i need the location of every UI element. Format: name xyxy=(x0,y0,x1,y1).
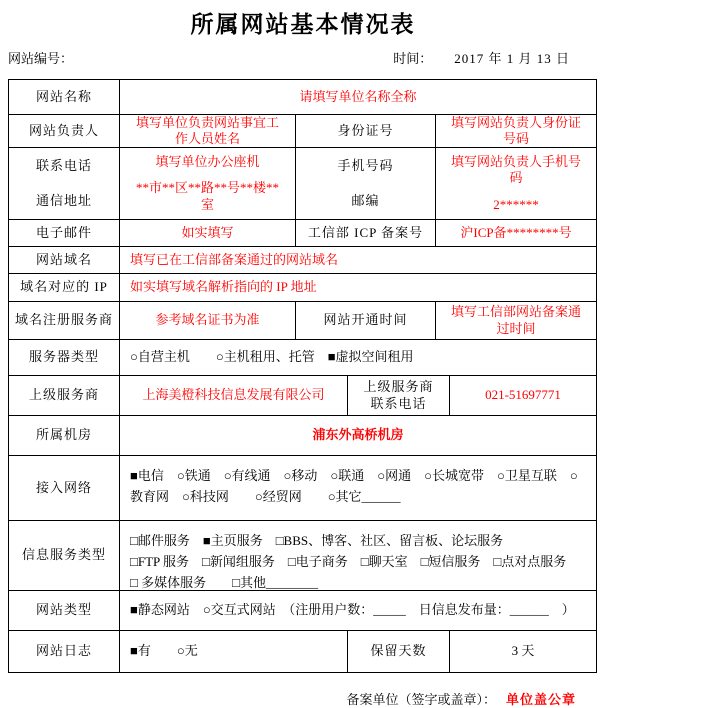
domain-ip-value: 如实填写域名解析指向的 IP 地址 xyxy=(119,274,596,301)
row-site-manager xyxy=(9,114,596,147)
retention-days-label: 保留天数 xyxy=(347,631,449,672)
provider-phone-label: 上级服务商联系电话 xyxy=(347,376,449,415)
row-domain xyxy=(9,246,596,273)
site-type-options: ■静态网站 ○交互式网站 （注册用户数：_____ 日信息发布量：______ ） xyxy=(119,591,596,630)
id-number-value: 填写网站负责人身份证号码 xyxy=(435,115,596,147)
manager-name-value: 填写单位负责网站事宜工作人员姓名 xyxy=(119,115,295,147)
option-line: ■电信 ○铁通 ○有线通 ○移动 ○联通 ○网通 ○长城宽带 ○卫星互联 ○ xyxy=(130,468,578,483)
row-site-type xyxy=(9,590,596,630)
page-title: 所属网站基本情况表 xyxy=(190,12,416,37)
row-label: 域名对应的 IP xyxy=(20,279,108,295)
mobile-value: 填写网站负责人手机号码 xyxy=(450,154,581,186)
row-label: 所属机房 xyxy=(35,427,92,443)
postcode-label: 邮编 xyxy=(351,192,380,208)
icp-label: 工信部 ICP 备案号 xyxy=(295,220,435,246)
time-label: 时间： xyxy=(393,50,433,66)
icp-value: 沪ICP备********号 xyxy=(435,220,596,246)
row-label: 域名注册服务商 xyxy=(14,312,113,328)
domain-value: 填写已在工信部备案通过的网站域名 xyxy=(119,247,596,273)
info-service-options xyxy=(119,521,596,590)
row-label: 接入网络 xyxy=(35,479,92,495)
option-line: □ 多媒体服务 □其他________ xyxy=(130,575,318,590)
address-label: 通信地址 xyxy=(35,192,92,208)
row-label: 网站日志 xyxy=(35,643,92,659)
phone-label: 联系电话 xyxy=(35,158,92,174)
row-label: 网站名称 xyxy=(35,88,92,104)
row-registrar-opentime xyxy=(9,301,596,339)
site-log-options: ■有 ○无 xyxy=(119,631,347,672)
row-email-icp xyxy=(9,219,596,246)
serial-number-label: 网站编号： xyxy=(8,50,74,66)
row-label: 网站域名 xyxy=(35,251,92,267)
row-server-room xyxy=(9,415,596,455)
phone-address-values xyxy=(119,148,295,219)
postcode-value: 2****** xyxy=(493,196,539,212)
row-upstream-provider xyxy=(9,375,596,415)
row-contact-address xyxy=(9,147,596,219)
row-label: 信息服务类型 xyxy=(21,547,106,563)
row-access-network xyxy=(9,455,596,520)
footer-signature xyxy=(8,689,598,708)
office-phone-value: 填写单位办公座机 xyxy=(155,154,260,170)
provider-name-value: 上海美橙科技信息发展有限公司 xyxy=(119,376,347,415)
row-site-log xyxy=(9,630,596,672)
provider-phone-value: 021-51697771 xyxy=(449,376,596,415)
time-group xyxy=(393,48,570,67)
row-label-group xyxy=(9,148,119,219)
row-label: 网站负责人 xyxy=(28,122,99,138)
site-name-value: 请填写单位名称全称 xyxy=(119,80,596,114)
time-value: 2017 年 1 月 13 日 xyxy=(454,50,570,66)
address-value: **市**区**路**号**楼**室 xyxy=(135,180,279,212)
row-label: 电子邮件 xyxy=(35,224,92,240)
form-header xyxy=(8,49,598,65)
open-time-label: 网站开通时间 xyxy=(295,302,435,339)
id-number-label: 身份证号 xyxy=(295,115,435,147)
row-domain-ip xyxy=(9,273,596,301)
row-info-service-type xyxy=(9,520,596,590)
option-line: 教育网 ○科技网 ○经贸网 ○其它______ xyxy=(130,489,401,504)
email-value: 如实填写 xyxy=(119,220,295,246)
option-line: □邮件服务 ■主页服务 □BBS、博客、社区、留言板、论坛服务 xyxy=(130,533,504,548)
mobile-postcode-labels xyxy=(295,148,435,219)
retention-days-value: 3 天 xyxy=(449,631,596,672)
mobile-postcode-values xyxy=(435,148,596,219)
registrar-value: 参考域名证书为准 xyxy=(119,302,295,339)
row-label: 上级服务商 xyxy=(28,387,99,403)
option-line: □FTP 服务 □新闻组服务 □电子商务 □聊天室 □短信服务 □点对点服务 xyxy=(130,554,567,569)
form-content xyxy=(8,4,598,708)
row-site-name xyxy=(9,80,596,114)
mobile-label: 手机号码 xyxy=(337,158,394,174)
row-label: 网站类型 xyxy=(35,602,92,618)
access-network-options xyxy=(119,456,596,520)
server-room-value: 浦东外高桥机房 xyxy=(119,416,596,455)
row-label: 服务器类型 xyxy=(28,349,99,365)
seal-value: 单位盖公章 xyxy=(505,692,576,707)
form-table xyxy=(8,79,597,673)
signature-label: 备案单位（签字或盖章）： xyxy=(346,692,496,707)
row-server-type xyxy=(9,339,596,375)
open-time-value: 填写工信部网站备案通过时间 xyxy=(435,302,596,339)
server-type-options: ○自营主机 ○主机租用、托管 ■虚拟空间租用 xyxy=(119,340,596,375)
